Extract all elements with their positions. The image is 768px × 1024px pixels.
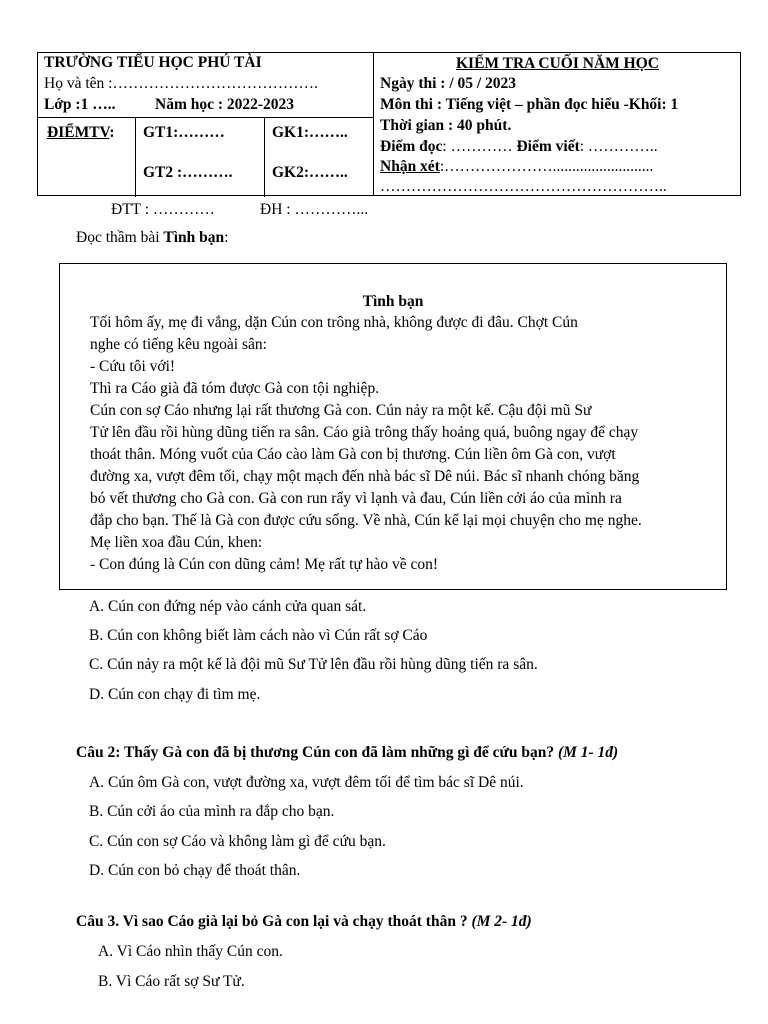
school-name: TRƯỜNG TIỂU HỌC PHÚ TÀI: [44, 54, 262, 71]
passage-line: nghe có tiếng kêu ngoài sân:: [90, 336, 267, 353]
q2-option-a: A. Cún ôm Gà con, vượt đường xa, vượt đêm tối để tìm bác sĩ Dê núi.: [89, 774, 524, 791]
q2-option-c: C. Cún con sợ Cáo và không làm gì để cứu bạn.: [89, 833, 386, 850]
question-3-level: (M 2- 1đ): [471, 913, 532, 930]
passage-line: - Con đúng là Cún con dũng cảm! Mẹ rất tự hào về con!: [90, 556, 439, 573]
passage-line: thoát thân. Móng vuốt của Cáo cào làm Gà con bị thương. Cún liền ôm Gà con, vượt: [90, 446, 616, 463]
comment-label: Nhận xét: [380, 158, 440, 175]
q2-option-b: B. Cún cởi áo của mình ra đắp cho bạn.: [89, 803, 335, 820]
score-write-label: Điểm viết: [516, 138, 580, 155]
comment-row: Nhận xét:…………………..........................: [380, 158, 654, 175]
q3-option-b: B. Vì Cáo rất sợ Sư Tử.: [98, 973, 245, 990]
dh-field: ĐH : …………...: [260, 201, 369, 218]
q1-option-b: B. Cún con không biết làm cách nào vì Cún rất sợ Cáo: [89, 627, 428, 644]
passage-title: Tình bạn: [362, 293, 424, 310]
question-2-level: (M 1- 1đ): [557, 744, 619, 761]
exam-subject: Môn thi : Tiếng việt – phần đọc hiểu -Khối: 1: [380, 96, 679, 113]
comment-row-2: ………………………………………………..: [380, 178, 667, 195]
q1-option-c: C. Cún nảy ra một kế là đội mũ Sư Tử lên đầu rồi hùng dũng tiến ra sân.: [89, 656, 538, 673]
gt1-field: GT1:………: [143, 124, 225, 141]
passage-line: đắp cho bạn. Thế là Gà con được cứu sống. Về nhà, Cún kể lại mọi chuyện cho mẹ nghe.: [90, 512, 642, 529]
score-tv-label: ĐIỂMTV:: [47, 124, 115, 141]
gt2-field: GT2 :……….: [143, 164, 233, 181]
question-2: Câu 2: Thấy Gà con đã bị thương Cún con đã làm những gì để cứu bạn? (M 1- 1đ): [76, 744, 619, 761]
exam-date: Ngày thi : / 05 / 2023: [380, 75, 517, 92]
student-name-field: Họ và tên :………………………………….: [44, 75, 318, 92]
reading-passage-box: [59, 263, 727, 590]
q1-option-a: A. Cún con đứng nép vào cánh cửa quan sát.: [89, 598, 367, 615]
score-read-label: Điểm đọc: [380, 138, 443, 155]
exam-time: Thời gian : 40 phút.: [380, 117, 512, 134]
question-3: Câu 3. Vì sao Cáo già lại bỏ Gà con lại và chạy thoát thân ? (M 2- 1đ): [76, 913, 532, 930]
gk2-field: GK2:……..: [272, 164, 348, 181]
score-grid-divider-1: [135, 118, 136, 197]
gk1-field: GK1:……..: [272, 124, 348, 141]
passage-line: Cún con sợ Cáo nhưng lại rất thương Gà con. Cún nảy ra một kế. Cậu đội mũ Sư: [90, 402, 592, 419]
passage-line: Tối hôm ấy, mẹ đi vắng, dặn Cún con trông nhà, không được đi đâu. Chợt Cún: [90, 314, 578, 331]
score-row: Điểm đọc: ………… Điểm viết: …………..: [380, 138, 658, 155]
passage-line: Mẹ liền xoa đầu Cún, khen:: [90, 534, 263, 551]
q3-option-a: A. Vì Cáo nhìn thấy Cún con.: [98, 943, 283, 960]
dtt-field: ĐTT : …………: [111, 201, 215, 218]
q2-option-d: D. Cún con bỏ chạy để thoát thân.: [89, 862, 301, 879]
q1-option-d: D. Cún con chạy đi tìm mẹ.: [89, 686, 261, 703]
school-year: Năm học : 2022-2023: [155, 96, 295, 113]
passage-line: Tử lên đầu rồi hùng dũng tiến ra sân. Cáo già trông thấy hoảng quá, buông ngay để chạy: [90, 424, 639, 441]
passage-line: đường xa, vượt đêm tối, chạy một mạch đến nhà bác sĩ Dê núi. Bác sĩ nhanh chóng băng: [90, 468, 640, 485]
class-field: Lớp :1 …..: [44, 96, 116, 113]
passage-line: - Cứu tôi với!: [90, 358, 176, 375]
passage-line: Thì ra Cáo già đã tóm được Gà con tội nghiệp.: [90, 380, 380, 397]
passage-line: bó vết thương cho Gà con. Gà con run rẩy vì lạnh và đau, Cún liền cởi áo của mình ra: [90, 490, 622, 507]
score-grid-divider-2: [264, 118, 265, 197]
reading-instruction: Đọc thầm bài Tình bạn:: [76, 229, 229, 246]
header-divider: [373, 53, 374, 195]
exam-title: KIỂM TRA CUỐI NĂM HỌC: [456, 55, 659, 72]
